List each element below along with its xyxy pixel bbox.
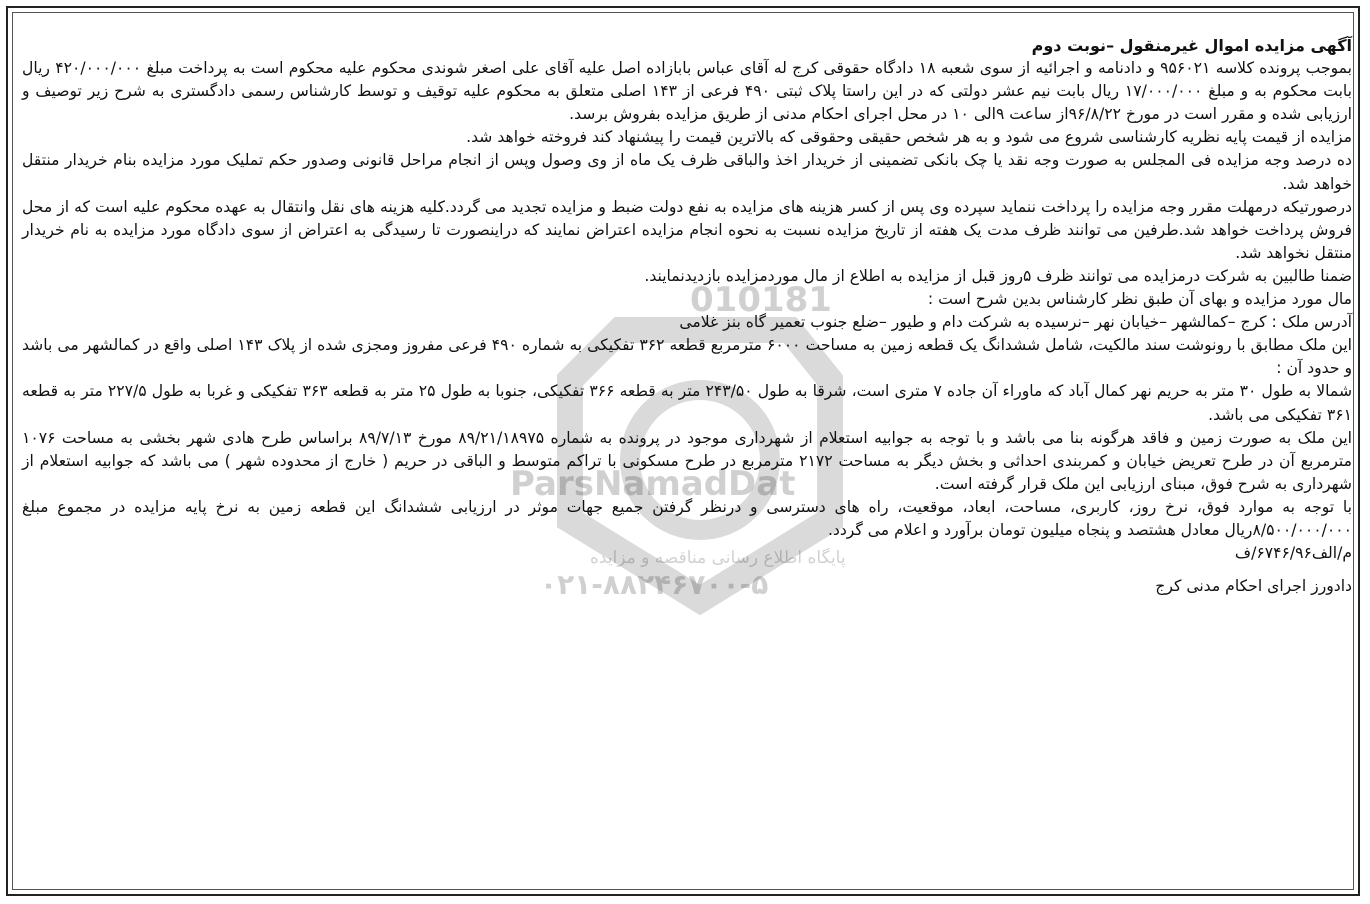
notice-paragraph-start-price: مزایده از قیمت پایه نظریه کارشناسی شروع می شود و به هر شخص حقیقی وحقوقی که بالاترین قیمت را پیشنهاد کند فروخته خواهد شد.: [466, 128, 1352, 147]
notice-signature: دادورز اجرای احکام مدنی کرج: [1155, 577, 1352, 596]
watermark-phone: ۰۲۱-۸۸۲۴۶۷۰۰-۵: [540, 568, 769, 601]
notice-title: آگهی مزایده اموال غیرمنقول –نوبت دوم: [1031, 36, 1352, 55]
notice-paragraph-payment-terms: درصورتیکه درمهلت مقرر وجه مزایده را پرداخت ننماید سپرده وی پس از کسر هزینه های مزایده به نفع دولت ضبط و مزایده تجدید می گردد.کلیه هزینه های نقل وانتقال به عهده محکوم علیه است که از محل فروش پرداخت خواهد شد.طرفین می توانند ظرف مدت یک هفته از تاریخ مزایده نسبت به نحوه انجام مزایده اعتراض نمایند که دراینصورت تا رسیدگی به اعتراض از سوی دادگاه مورد مزایده به نام خریدار منتقل نخواهد شد.: [22, 197, 1352, 262]
watermark-tagline: پایگاه اطلاع رسانی مناقصه و مزایده: [590, 548, 846, 568]
notice-paragraph-address: آدرس ملک : کرج –کمالشهر –خیابان نهر –نرسیده به شرکت دام و طیور –ضلع جنوب تعمیر گاه بنز غلامی: [679, 313, 1352, 332]
watermark-code: 010181: [690, 280, 832, 320]
notice-paragraph-boundaries: شمالا به طول ۳۰ متر به حریم نهر کمال آباد که ماوراء آن جاده ۷ متری است، شرقا به طول ۲۴۳/۵۰ متر به قطعه ۳۶۶ تفکیکی، جنوبا به طول ۲۵ متر به قطعه ۳۶۳ تفکیکی و غربا به طول ۲۲۷/۵ متر به قطعه ۳۶۱ تفکیکی می باشد.: [22, 382, 1353, 424]
notice-paragraph-verdict: بموجب پرونده کلاسه ۹۵۶۰۲۱ و دادنامه و اجرائیه از سوی شعبه ۱۸ دادگاه حقوقی کرج له آقای عباس بابازاده اصل علیه آقای علی اصغر شوندی محکوم علیه محکوم است به پرداخت مبلغ ۴۲۰/۰۰۰/۰۰۰ ریال بابت محکوم به و مبلغ ۱۷/۰۰۰/۰۰۰ ریال بابت نیم عشر دولتی که در این راستا پلاک ثبتی ۴۹۰ فرعی از ۱۴۳ اصلی متعلق به محکوم علیه توقیف و توسط کارشناس رسمی دادگستری به شرح زیر توصیف و ارزیابی شده و مقرر است در مورخ ۹۶/۸/۲۲از ساعت ۹الی ۱۰ در محل اجرای احکام مدنی از طریق مزایده بفروش برسد.: [22, 59, 1353, 124]
notice-body: [22, 34, 1352, 598]
notice-paragraph-municipality: این ملک به صورت زمین و فاقد هرگونه بنا می باشد و با توجه به جوابیه استعلام از شهرداری موجود در پرونده به شماره ۸۹/۲۱/۱۸۹۷۵ مورخ ۸۹/۷/۱۳ براساس طرح هادی شهر بخشی به مساحت ۱۰۷۶ مترمربع آن در طرح تعریض خیابان و کمربندی احداثی و بخش دیگر به مساحت ۲۱۷۲ مترمربع در طرح مسکونی با تراکم متوسط و الباقی در حریم ( خارج از محدوده شهر ) می باشد که جوابیه استعلام از شهرداری به شرح فوق، مبنای ارزیابی این ملک قرار گرفته است.: [22, 428, 1352, 493]
notice-paragraph-deed: این ملک مطابق با رونوشت سند مالکیت، شامل ششدانگ یک قطعه زمین به مساحت ۶۰۰۰ مترمربع قطعه ۳۶۲ تفکیکی به شماره ۴۹۰ فرعی مفروز ومجزی شده از پلاک ۱۴۳ اصلی واقع در کمالشهر می باشد و حدود آن :: [22, 336, 1353, 378]
notice-paragraph-valuation: با توجه به موارد فوق، نرخ روز، کاربری، مساحت، ابعاد، موقعیت، راه های دسترسی و درنظر گرفتن جمیع جهات موثر در ارزیابی ششدانگ این قطعه زمین به نرخ پایه مزایده در مجموع مبلغ ۸/۵۰۰/۰۰۰/۰۰۰ریال معادل هشتصد و پنجاه میلیون تومان برآورد و اعلام می گردد.: [22, 497, 1352, 539]
notice-paragraph-deposit: ده درصد وجه مزایده فی المجلس به صورت وجه نقد یا چک بانکی تضمینی از خریدار اخذ والباقی ظرف یک ماه از وی وصول وپس از انجام مراحل قانونی وصدور حکم تملیک مورد مزایده بنام خریدار منتقل خواهد شد.: [22, 151, 1352, 193]
notice-paragraph-visit: ضمنا طالبین به شرکت درمزایده می توانند ظرف ۵روز قبل از مزایده به اطلاع از مال موردمزایده بازدیدنمایند.: [644, 266, 1352, 285]
notice-paragraph-property-intro: مال مورد مزایده و بهای آن طبق نظر کارشناس بدین شرح است :: [927, 290, 1352, 309]
watermark-brand: ParsNamadDat: [510, 464, 796, 504]
notice-reference-number: م/الف۶۷۴۶/۹۶/ف: [1234, 544, 1352, 563]
